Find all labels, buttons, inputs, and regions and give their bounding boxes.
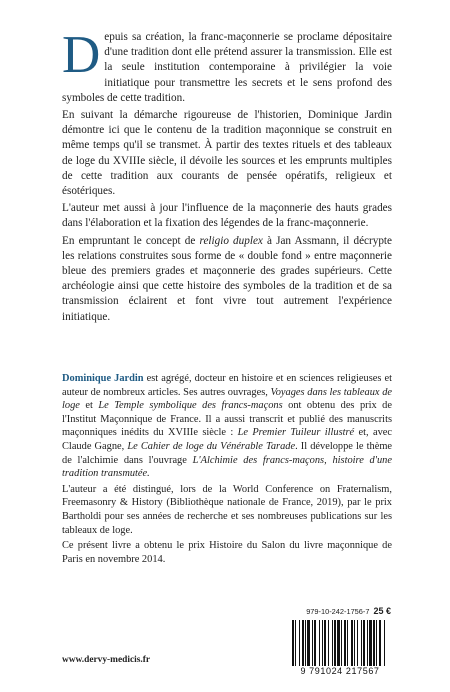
paragraph-3: L'auteur met aussi à jour l'influence de la maçonnerie des hauts grades dans l'élaboration et la fixation des légendes de la franc-maçonnerie. bbox=[62, 202, 392, 230]
barcode-bar bbox=[369, 620, 372, 668]
paragraph-4: En empruntant le concept de religio duplex à Jan Assmann, il décrypte les relations construites sous forme de « double fond » entre maçonnerie bleue des premiers grades et maçonnerie des grades supérieurs. Cette archéologie ainsi que cette histoire des symboles de la tradition et de sa transmission éclairent et font vivre tout autrement l'expérience initiatique. bbox=[62, 234, 392, 323]
barcode-bar bbox=[344, 620, 346, 668]
paragraph-1: Depuis sa création, la franc-maçonnerie se proclame dépositaire d'une tradition dont elle prétend assurer la transmission. Elle est la seule institution contemporaine à privilégier la voie initiatique pour transmettre les secrets et le sens profond des symboles de cette tradition. bbox=[62, 26, 392, 104]
barcode-bar bbox=[351, 620, 353, 668]
barcode-bar bbox=[347, 620, 348, 668]
barcode-bar bbox=[363, 620, 365, 668]
barcode-bar bbox=[324, 620, 326, 668]
barcode-bar bbox=[332, 620, 333, 668]
barcode-bar bbox=[367, 620, 368, 668]
barcode-bar bbox=[373, 620, 375, 668]
description-text bbox=[62, 26, 392, 327]
isbn-price-line bbox=[306, 606, 391, 616]
barcode-bar bbox=[302, 620, 304, 668]
price: 25 € bbox=[373, 606, 391, 616]
barcode-bar bbox=[299, 620, 300, 668]
barcode-bar bbox=[305, 620, 306, 668]
barcode-bar bbox=[314, 620, 316, 668]
barcode-bar bbox=[379, 620, 381, 668]
isbn: 979-10-242-1756-7 bbox=[306, 607, 370, 616]
publisher-website: www.dervy-medicis.fr bbox=[62, 655, 150, 665]
barcode bbox=[288, 620, 392, 678]
barcode-bar bbox=[357, 620, 358, 668]
barcode-icon bbox=[288, 620, 392, 668]
barcode-bar bbox=[312, 620, 313, 668]
paragraph-2: En suivant la démarche rigoureuse de l'historien, Dominique Jardin démontre ici que le contenu de la tradition maçonnique se construit en même temps qu'il se transmet. À partir des textes rituels et des tableaux de loge du XVIIIe siècle, il dévoile les sources et les emprunts multiples de cette tradition aux courants de pensée opératifs, religieux et ésotériques. bbox=[62, 109, 392, 198]
barcode-bar bbox=[322, 620, 323, 668]
barcode-bar bbox=[328, 620, 329, 668]
barcode-bar bbox=[337, 620, 340, 668]
barcode-bar bbox=[384, 620, 385, 668]
author-bio-paragraph-2: L'auteur a été distingué, lors de la World Conference on Fraternalism, Freemasonry & History (Bibliothèque nationale de France, 2019), par le prix Bartholdi pour ses années de recherche et ses nombreuses publications sur les tableaux de loge. bbox=[62, 483, 392, 536]
barcode-bar bbox=[295, 620, 296, 668]
drop-cap: D bbox=[62, 26, 101, 84]
barcode-bar bbox=[376, 620, 377, 668]
author-name: Dominique Jardin bbox=[62, 373, 144, 384]
barcode-digits: 9 791024 217567 bbox=[288, 666, 392, 676]
barcode-bar bbox=[334, 620, 336, 668]
author-bio bbox=[62, 372, 392, 568]
barcode-bar bbox=[292, 620, 294, 668]
author-bio-paragraph-1: Dominique Jardin est agrégé, docteur en histoire et en sciences religieuses et auteur de nombreux articles. Ses autres ouvrages, Voyages dans les tableaux de loge et Le Temple symbolique des francs-maçons ont obtenu des prix de l'Institut Maçonnique de France. Il a aussi transcrit et publié des manuscrits maçonniques inédits du XVIIIe siècle : Le Premier Tuileur illustré et, avec Claude Gagne, Le Cahier de loge du Vénérable Tarade. Il développe le thème de l'alchimie dans l'ouvrage L'Alchimie des francs-maçons, histoire d'une tradition transmutée. bbox=[62, 373, 393, 480]
barcode-bar bbox=[361, 620, 362, 668]
barcode-bar bbox=[307, 620, 310, 668]
author-bio-paragraph-3: Ce présent livre a obtenu le prix Histoire du Salon du livre maçonnique de Paris en novembre 2014. bbox=[62, 540, 392, 565]
barcode-bar bbox=[341, 620, 342, 668]
barcode-bar bbox=[354, 620, 355, 668]
barcode-bar bbox=[319, 620, 320, 668]
